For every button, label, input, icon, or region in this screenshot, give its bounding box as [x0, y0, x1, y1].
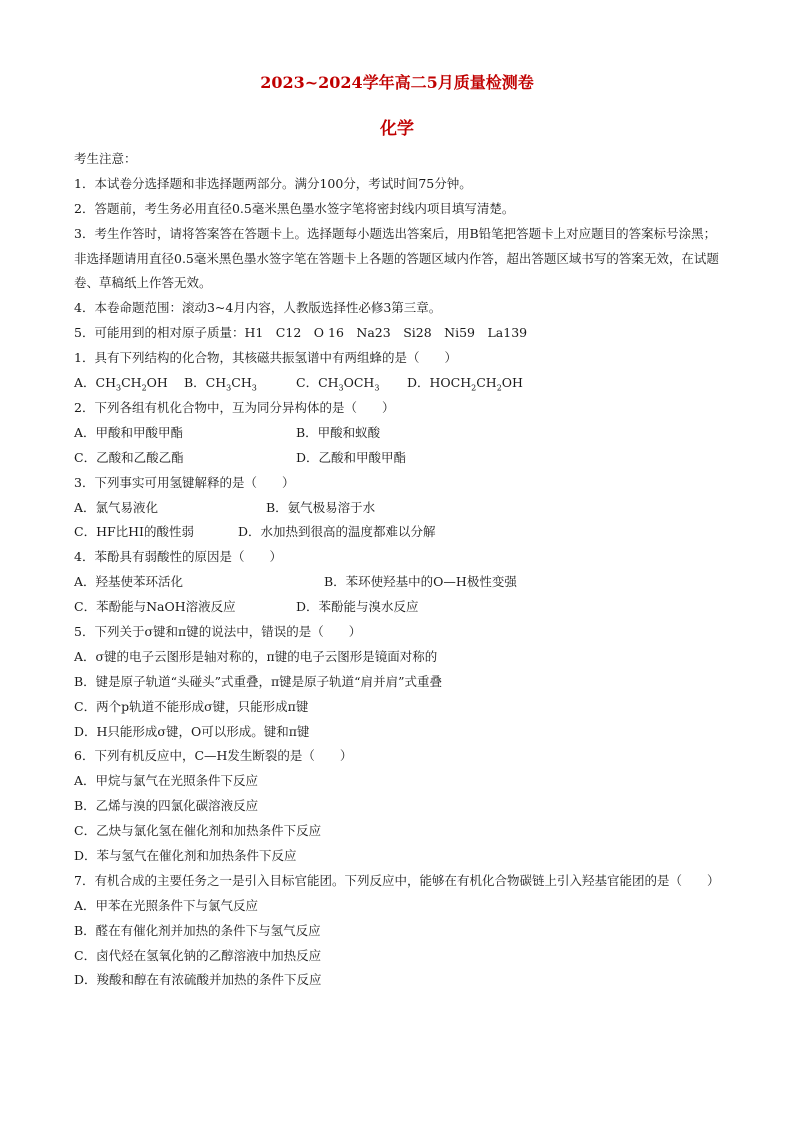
- q2-option-c[interactable]: C．乙酸和乙酸乙酯: [74, 449, 184, 465]
- q5-option-b[interactable]: B．键是原子轨道“头碰头”式重叠，π键是原子轨道“肩并肩”式重叠: [74, 673, 442, 689]
- exam-title: 2023~2024学年高二5月质量检测卷: [260, 73, 534, 92]
- question-3-stem: 3．下列事实可用氢键解释的是（ ）: [74, 474, 295, 490]
- q3-option-a[interactable]: A．氯气易液化: [74, 499, 159, 515]
- q3-option-b[interactable]: B．氨气极易溶于水: [266, 499, 376, 515]
- q2-option-d[interactable]: D．乙酸和甲酸甲酯: [296, 449, 407, 465]
- q7-option-a[interactable]: A．甲苯在光照条件下与氯气反应: [74, 897, 259, 913]
- exam-content: [74, 147, 724, 993]
- q6-option-d[interactable]: D．苯与氢气在催化剂和加热条件下反应: [74, 847, 297, 863]
- q2-option-b[interactable]: B．甲酸和蚁酸: [296, 424, 381, 440]
- q1-option-c[interactable]: C．$CH_3OCH_3$: [296, 375, 380, 393]
- q1-option-d[interactable]: D．$HOCH_2CH_2OH$: [407, 375, 523, 393]
- q6-option-a[interactable]: A．甲烷与氯气在光照条件下反应: [74, 773, 259, 789]
- question-1-options: [74, 371, 724, 396]
- question-2-options-row-1: [74, 421, 724, 446]
- q2-option-a[interactable]: A．甲酸和甲酸甲酯: [74, 424, 184, 440]
- q4-option-a[interactable]: A．羟基使苯环活化: [74, 574, 184, 590]
- q6-option-b[interactable]: B．乙烯与溴的四氯化碳溶液反应: [74, 798, 259, 814]
- question-3-options-row-1: [74, 496, 724, 521]
- question-5-stem: 5．下列关于σ键和π键的说法中，错误的是（ ）: [74, 623, 362, 639]
- q4-option-d[interactable]: D．苯酚能与溴水反应: [296, 599, 419, 615]
- notice-item-3: 3．考生作答时，请将答案答在答题卡上。选择题每小题选出答案后，用B铅笔把答题卡上对应题目的答案标号涂黑；非选择题请用直径0.5毫米黑色墨水签字笔在答题卡上各题的答题区域内作答，超出答题区域书写的答案无效，在试题卷、草稿纸上作答无效。: [74, 225, 719, 291]
- q7-option-c[interactable]: C．卤代烃在氢氧化钠的乙醇溶液中加热反应: [74, 947, 322, 963]
- q5-option-c[interactable]: C．两个p轨道不能形成σ键，只能形成π键: [74, 698, 309, 714]
- question-6-stem: 6．下列有机反应中，C—H发生断裂的是（ ）: [74, 748, 353, 764]
- question-4-options-row-2: [74, 595, 724, 620]
- q4-option-c[interactable]: C．苯酚能与NaOH溶液反应: [74, 599, 236, 615]
- notice-item-5: 5．可能用到的相对原子质量：H1 C12 O 16 Na23 Si28 Ni59 La139: [74, 325, 528, 341]
- q3-option-d[interactable]: D．水加热到很高的温度都难以分解: [238, 524, 436, 540]
- q1-option-a[interactable]: A．$CH_3CH_2OH$: [74, 375, 168, 393]
- q4-option-b[interactable]: B．苯环使羟基中的O—H极性变强: [324, 574, 517, 590]
- question-4-stem: 4．苯酚具有弱酸性的原因是（ ）: [74, 549, 282, 565]
- question-3-options-row-2: [74, 520, 724, 545]
- q3-option-c[interactable]: C．HF比HI的酸性弱: [74, 524, 194, 540]
- question-4-options-row-1: [74, 570, 724, 595]
- question-1-stem: 1．具有下列结构的化合物，其核磁共振氢谱中有两组蜂的是（ ）: [74, 350, 457, 366]
- question-2-stem: 2．下列各组有机化合物中，互为同分异构体的是（ ）: [74, 399, 395, 415]
- q6-option-c[interactable]: C．乙炔与氯化氢在催化剂和加热条件下反应: [74, 823, 322, 839]
- question-2-options-row-2: [74, 446, 724, 471]
- q7-option-b[interactable]: B．醛在有催化剂并加热的条件下与氢气反应: [74, 922, 321, 938]
- q1-option-b[interactable]: B．$CH_3CH_3$: [184, 375, 257, 393]
- notice-item-4: 4．本卷命题范围：滚动3~4月内容，人教版选择性必修3第三章。: [74, 300, 442, 316]
- notice-heading: 考生注意：: [74, 151, 137, 166]
- question-7-stem: 7．有机合成的主要任务之一是引入目标官能团。下列反应中，能够在有机化合物碳链上引入羟基官能团的是（ ）: [74, 872, 720, 888]
- q5-option-a[interactable]: A．σ键的电子云图形是轴对称的，π键的电子云图形是镜面对称的: [74, 648, 438, 664]
- q5-option-d[interactable]: D．H只能形成σ键，O可以形成。键和π键: [74, 723, 310, 739]
- notice-item-1: 1．本试卷分选择题和非选择题两部分。满分100分，考试时间75分钟。: [74, 175, 472, 191]
- q7-option-d[interactable]: D．羧酸和醇在有浓硫酸并加热的条件下反应: [74, 972, 322, 988]
- subject-title: 化学: [380, 119, 414, 139]
- notice-item-2: 2．答题前，考生务必用直径0.5毫米黑色墨水签字笔将密封线内项目填写清楚。: [74, 200, 515, 216]
